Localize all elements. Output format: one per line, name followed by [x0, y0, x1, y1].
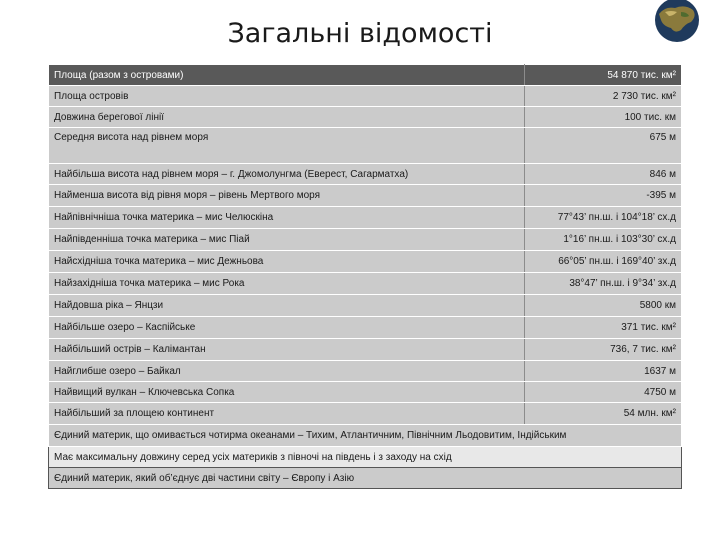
fact-label: Площа островів	[49, 86, 525, 107]
fact-label: Найпівденніша точка материка – мис Піай	[49, 229, 525, 251]
globe-icon	[651, 0, 703, 46]
table-row	[49, 251, 682, 273]
fact-label: Найбільший острів – Калімантан	[49, 339, 525, 361]
table-row	[49, 86, 682, 107]
fact-label: Найзахідніша точка материка – мис Рока	[49, 273, 525, 295]
facts-table	[48, 64, 682, 489]
fact-value: 5800 км	[525, 295, 682, 317]
fact-value: 54 млн. км²	[525, 403, 682, 425]
table-row	[49, 317, 682, 339]
fact-label: Площа (разом з островами)	[49, 65, 525, 86]
fact-value: 100 тис. км	[525, 107, 682, 128]
table-row	[49, 447, 682, 468]
table-row	[49, 65, 682, 86]
fact-value: 1637 м	[525, 361, 682, 382]
fact-value: -395 м	[525, 185, 682, 207]
table-row	[49, 207, 682, 229]
fact-label: Найбільша висота над рівнем моря – г. Джомолунгма (Еверест, Сагарматха)	[49, 164, 525, 185]
fact-value: 66°05’ пн.ш. і 169°40’ зх.д	[525, 251, 682, 273]
fact-value: 54 870 тис. км²	[525, 65, 682, 86]
fact-label: Найбільший за площею континент	[49, 403, 525, 425]
table-row	[49, 107, 682, 128]
table-row	[49, 425, 682, 447]
fact-label: Найсхідніша точка материка – мис Дежньова	[49, 251, 525, 273]
fact-label: Середня висота над рівнем моря	[49, 128, 525, 164]
table-row	[49, 185, 682, 207]
fact-value: 1°16’ пн.ш. і 103°30’ сх.д	[525, 229, 682, 251]
table-row	[49, 382, 682, 403]
fact-value: 846 м	[525, 164, 682, 185]
fact-value: 77°43’ пн.ш. і 104°18’ сх.д	[525, 207, 682, 229]
fact-note: Має максимальну довжину серед усіх материків з півночі на південь і з заходу на схід	[49, 447, 682, 468]
fact-value: 2 730 тис. км²	[525, 86, 682, 107]
fact-value: 371 тис. км²	[525, 317, 682, 339]
fact-label: Довжина берегової лінії	[49, 107, 525, 128]
fact-value: 38°47’ пн.ш. і 9°34’ зх.д	[525, 273, 682, 295]
table-row	[49, 273, 682, 295]
fact-value: 736, 7 тис. км²	[525, 339, 682, 361]
fact-label: Найбільше озеро – Каспійське	[49, 317, 525, 339]
table-row	[49, 361, 682, 382]
table-row	[49, 403, 682, 425]
table-row	[49, 164, 682, 185]
fact-label: Найпівнічніша точка материка – мис Челюскіна	[49, 207, 525, 229]
table-row	[49, 339, 682, 361]
table-row	[49, 229, 682, 251]
fact-value: 675 м	[525, 128, 682, 164]
fact-label: Найглибше озеро – Байкал	[49, 361, 525, 382]
table-row	[49, 128, 682, 164]
fact-label: Найвищий вулкан – Ключевська Сопка	[49, 382, 525, 403]
fact-value: 4750 м	[525, 382, 682, 403]
fact-note: Єдиний материк, який об’єднує дві частини світу – Європу і Азію	[49, 468, 682, 489]
fact-label: Найдовша ріка – Янцзи	[49, 295, 525, 317]
table-row	[49, 468, 682, 489]
table-row	[49, 295, 682, 317]
fact-note: Єдиний материк, що омивається чотирма океанами – Тихим, Атлантичним, Північним Льодовитим, Індійським	[49, 425, 682, 447]
fact-label: Найменша висота від рівня моря – рівень Мертвого моря	[49, 185, 525, 207]
page-title: Загальні відомості	[227, 18, 493, 49]
